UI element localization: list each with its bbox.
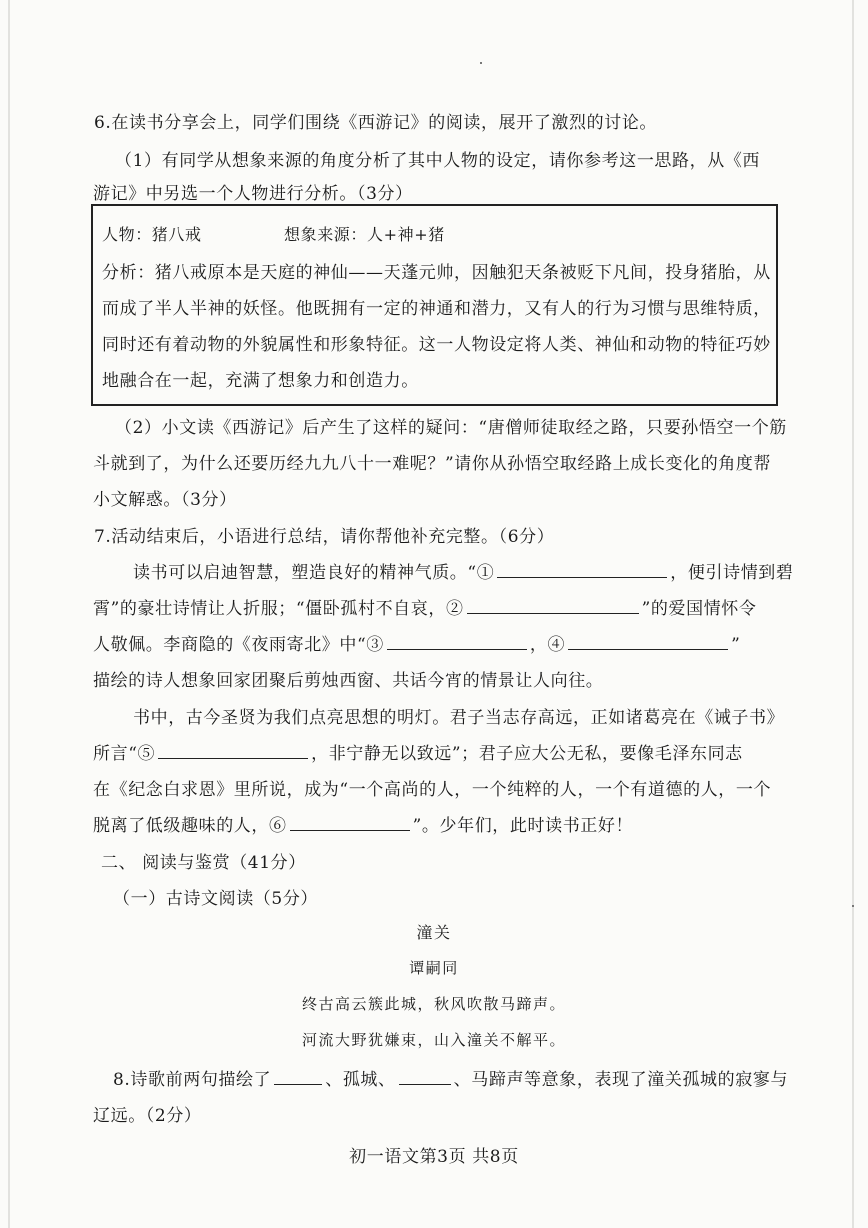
q7-text: ，④ xyxy=(529,635,566,655)
answer-blank-4[interactable] xyxy=(568,635,728,650)
answer-blank-q8-1[interactable] xyxy=(274,1070,322,1085)
answer-blank-1[interactable] xyxy=(497,563,667,578)
q7-text: ，非宁静无以致远”；君子应大公无私，要像毛泽东同志 xyxy=(311,744,743,764)
q7-text: ” xyxy=(731,635,741,655)
answer-blank-3[interactable] xyxy=(387,635,527,650)
q8-text: 、孤城、 xyxy=(325,1070,396,1090)
example-person: 人物：猪八戒 xyxy=(102,225,202,244)
q6-part1-line2: 游记》中另选一个人物进行分析。（3分） xyxy=(93,184,413,204)
answer-blank-2[interactable] xyxy=(467,599,639,614)
q7-paragraph2-line1: 书中，古今圣贤为我们点亮思想的明灯。君子当志存高远，正如诸葛亮在《诫子书》 xyxy=(133,708,785,728)
q7-stem: 7.活动结束后，小语进行总结，请你帮他补充完整。（6分） xyxy=(94,527,555,547)
q7-text: 人敬佩。李商隐的《夜雨寄北》中“③ xyxy=(93,635,384,655)
poem-title: 潼关 xyxy=(416,923,452,942)
poem-author: 谭嗣同 xyxy=(409,959,459,977)
example-analysis-line4: 地融合在一起，充满了想象力和创造力。 xyxy=(102,371,419,391)
q8-text: 、马蹄声等意象，表现了潼关孤城的寂寥与 xyxy=(453,1070,789,1090)
example-source: 想象来源：人+神+猪 xyxy=(284,225,445,244)
example-analysis-line3: 同时还有着动物的外貌属性和形象特征。这一人物设定将人类、神仙和动物的特征巧妙 xyxy=(102,335,771,355)
q8-line2: 辽远。（2分） xyxy=(93,1106,202,1126)
q7-text: 霄”的豪壮诗情让人折服；“僵卧孤村不自哀，② xyxy=(93,599,464,619)
scan-speck xyxy=(852,905,854,907)
q7-sentence-3 xyxy=(93,630,740,655)
page-footer: 初一语文第3页 共8页 xyxy=(349,1147,519,1167)
q7-paragraph2-line4 xyxy=(93,811,633,836)
q6-part2-line3: 小文解惑。（3分） xyxy=(93,490,237,510)
q7-sentence-2 xyxy=(93,594,756,619)
answer-blank-5[interactable] xyxy=(158,744,308,759)
example-analysis-line2: 而成了半人半神的妖怪。他既拥有一定的神通和潜力，又有人的行为习惯与思维特质， xyxy=(102,299,771,319)
q8-text: 8.诗歌前两句描绘了 xyxy=(113,1070,272,1090)
poem-line-1: 终古高云簇此城，秋风吹散马蹄声。 xyxy=(301,995,566,1013)
q7-paragraph2-line2 xyxy=(93,739,743,764)
scan-speck xyxy=(480,62,482,64)
subsection-title: （一）古诗文阅读（5分） xyxy=(113,889,319,909)
q7-text: 所言“⑤ xyxy=(93,744,156,764)
q7-text: 读书可以启迪智慧，塑造良好的精神气质。“① xyxy=(133,563,495,583)
example-analysis-line1: 分析：猪八戒原本是天庭的神仙——天蓬元帅，因触犯天条被贬下凡间，投身猪胎，从 xyxy=(102,263,771,283)
q7-sentence-4: 描绘的诗人想象回家团聚后剪烛西窗、共话今宵的情景让人向往。 xyxy=(93,671,604,691)
q7-text: ”。少年们，此时读书正好！ xyxy=(412,816,634,836)
answer-blank-q8-2[interactable] xyxy=(399,1070,451,1085)
q8-line1 xyxy=(113,1065,788,1090)
q7-text: ，便引诗情到碧 xyxy=(670,563,794,583)
q7-paragraph2-line3: 在《纪念白求恩》里所说，成为“一个高尚的人，一个纯粹的人，一个有道德的人，一个 xyxy=(93,780,772,800)
poem-line-2: 河流大野犹嫌束，山入潼关不解平。 xyxy=(301,1031,566,1049)
q7-text: 脱离了低级趣味的人，⑥ xyxy=(93,816,287,836)
q7-text: ”的爱国情怀令 xyxy=(641,599,757,619)
q6-part2-line1: （2）小文读《西游记》后产生了这样的疑问：“唐僧师徒取经之路，只要孙悟空一个筋 xyxy=(115,418,787,438)
q6-part1-line1: （1）有同学从想象来源的角度分析了其中人物的设定，请你参考这一思路，从《西 xyxy=(115,151,761,171)
q6-part2-line2: 斗就到了，为什么还要历经九九八十一难呢？”请你从孙悟空取经路上成长变化的角度帮 xyxy=(93,454,772,474)
section-title: 二、 阅读与鉴赏（41分） xyxy=(101,853,306,873)
answer-blank-6[interactable] xyxy=(290,816,410,831)
q7-sentence-1 xyxy=(133,558,794,583)
q6-stem: 6.在读书分享会上，同学们围绕《西游记》的阅读，展开了激烈的讨论。 xyxy=(94,113,658,133)
